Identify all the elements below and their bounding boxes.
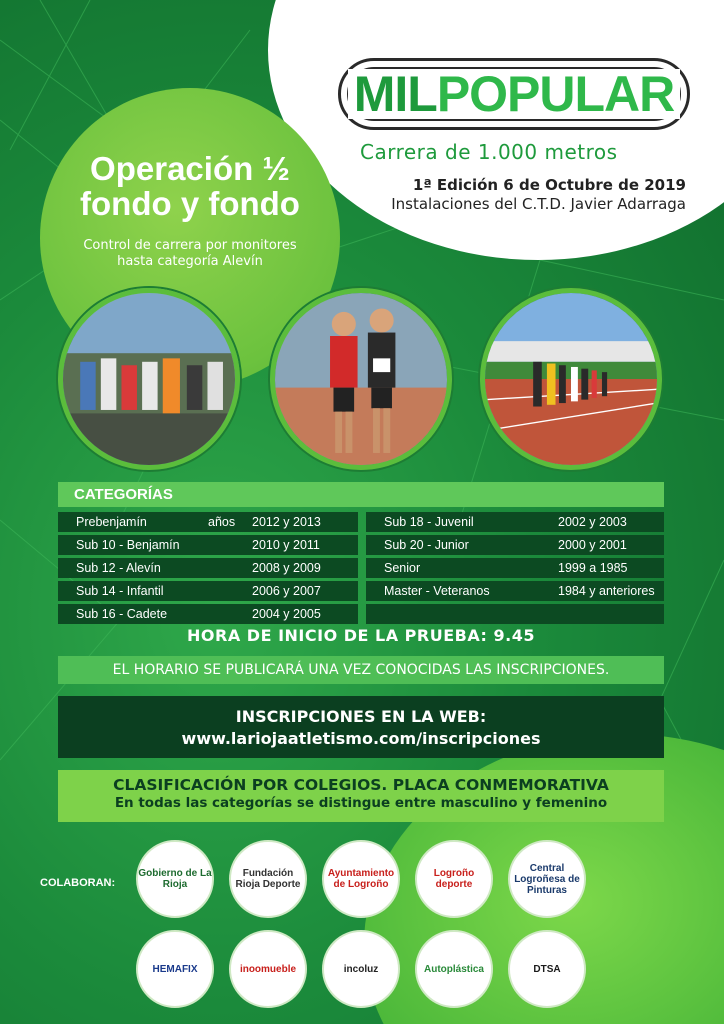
schedule-notice: EL HORARIO SE PUBLICARÁ UNA VEZ CONOCIDAS LAS INSCRIPCIONES. [58, 656, 664, 684]
category-name: Senior [384, 561, 421, 575]
two-athletes-photo [270, 288, 452, 470]
operation-title [40, 152, 340, 221]
sponsor-logo: incoluz [322, 930, 400, 1008]
classification-note: En todas las categorías se distingue entre masculino y femenino [114, 795, 608, 812]
category-name: Sub 10 - Benjamín [76, 538, 180, 552]
categories-right-column [366, 512, 664, 627]
category-name: Sub 18 - Juvenil [384, 515, 474, 529]
sponsor-logo: inoomueble [229, 930, 307, 1008]
category-row [58, 558, 358, 578]
category-name: Prebenjamín [76, 515, 147, 529]
sponsor-logo: Gobierno de La Rioja [136, 840, 214, 918]
category-row [58, 581, 358, 601]
operation-subtitle [40, 238, 340, 269]
category-row [366, 535, 664, 555]
sponsor-logo: Central Logroñesa de Pinturas [508, 840, 586, 918]
operation-title-line2: fondo y fondo [80, 184, 300, 222]
category-name: Sub 20 - Junior [384, 538, 469, 552]
sponsor-logo: HEMAFIX [136, 930, 214, 1008]
start-time: HORA DE INICIO DE LA PRUEBA: 9.45 [187, 626, 535, 645]
category-name: Sub 16 - Cadete [76, 607, 168, 621]
registration-title: INSCRIPCIONES EN LA WEB: [235, 707, 487, 726]
category-name: Master - Veteranos [384, 584, 490, 598]
category-row-empty [366, 604, 664, 624]
sponsor-logo: Ayuntamiento de Logroño [322, 840, 400, 918]
category-years: 2006 y 2007 [252, 584, 321, 598]
operation-subtitle-line1: Control de carrera por monitores [83, 238, 297, 253]
category-years: 2004 y 2005 [252, 607, 321, 621]
category-unit: años [208, 515, 236, 529]
runners-race-photo [58, 288, 240, 470]
category-row [366, 512, 664, 532]
category-row [366, 558, 664, 578]
category-row [58, 535, 358, 555]
edition-date: 1ª Edición 6 de Octubre de 2019 [412, 176, 686, 194]
category-years: 2000 y 2001 [558, 538, 627, 552]
category-name: Sub 12 - Alevín [76, 561, 161, 575]
category-row [58, 604, 358, 624]
category-years: 2008 y 2009 [252, 561, 321, 575]
logo-mil-text: MIL [353, 66, 437, 122]
categories-header: CATEGORÍAS [58, 482, 664, 507]
venue: Instalaciones del C.T.D. Javier Adarraga [391, 195, 686, 213]
logo-popular-text: POPULAR [436, 66, 675, 122]
category-years: 2010 y 2011 [252, 538, 320, 552]
sponsor-logo: Autoplástica [415, 930, 493, 1008]
category-years: 1984 y anteriores [558, 584, 655, 598]
categories-left-column [58, 512, 358, 627]
category-name: Sub 14 - Infantil [76, 584, 164, 598]
sponsor-logo: Logroño deporte [415, 840, 493, 918]
category-years: 2012 y 2013 [252, 515, 321, 529]
registration-url[interactable]: www.lariojaatletismo.com/inscripciones [181, 728, 541, 748]
sponsor-logo: Fundación Rioja Deporte [229, 840, 307, 918]
registration-box [58, 696, 664, 758]
operation-subtitle-line2: hasta categoría Alevín [117, 253, 263, 269]
classification-title: CLASIFICACIÓN POR COLEGIOS. PLACA CONMEMORATIVA [113, 776, 609, 794]
race-subtitle: Carrera de 1.000 metros [360, 140, 618, 164]
sponsor-logo: DTSA [508, 930, 586, 1008]
category-row [366, 581, 664, 601]
category-row [58, 512, 358, 532]
operation-title-line1: Operación ½ [90, 150, 290, 187]
mil-popular-logo [338, 58, 690, 130]
track-start-line-photo [480, 288, 662, 470]
classification-box [58, 770, 664, 822]
colaboran-label: COLABORAN: [40, 877, 116, 889]
category-years: 1999 a 1985 [558, 561, 628, 575]
category-years: 2002 y 2003 [558, 515, 627, 529]
